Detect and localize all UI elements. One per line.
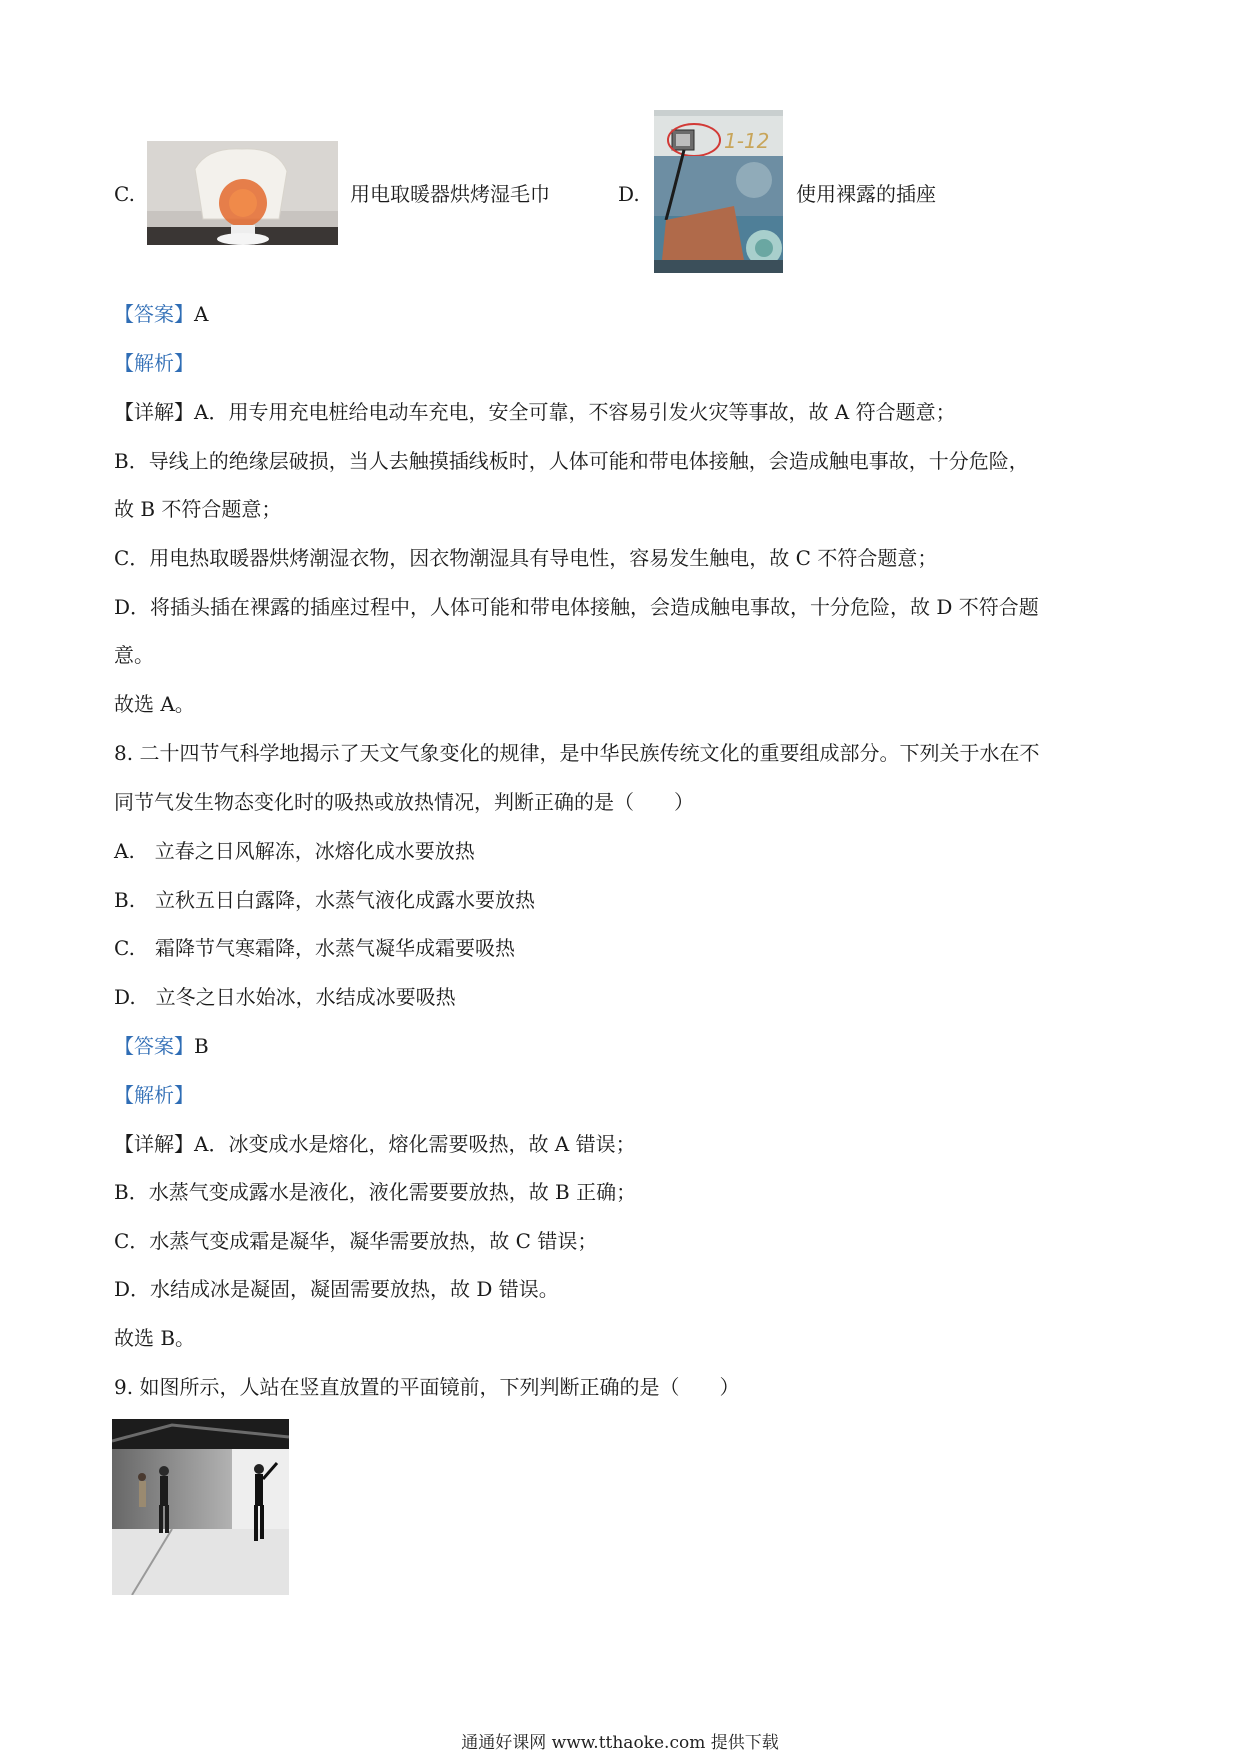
detail-line-6: 意。 xyxy=(114,643,154,667)
exposed-socket-image xyxy=(654,110,783,273)
q8-analysis-line xyxy=(114,1081,194,1109)
answer-value: A xyxy=(194,302,209,326)
q8-detail-line-2: B．水蒸气变成露水是液化，液化需要要放热，故 B 正确； xyxy=(114,1180,637,1204)
q8-answer-value: B xyxy=(194,1034,209,1058)
q8-stem-line-1: 8. 二十四节气科学地揭示了天文气象变化的规律，是中华民族传统文化的重要组成部分。下列关于水在不 xyxy=(114,741,1040,765)
detail-text: A．用专用充电桩给电动车充电，安全可靠，不容易引发火灾等事故，故 A 符合题意； xyxy=(194,400,956,424)
detail-tag: 【详解】 xyxy=(114,400,194,424)
q8-stem-line-2: 同节气发生物态变化时的吸热或放热情况，判断正确的是（ ） xyxy=(114,790,694,814)
q8-option-b: B. 立秋五日白露降，水蒸气液化成露水要放热 xyxy=(114,888,536,912)
q8-detail-line-4: D．水结成冰是凝固，凝固需要放热，故 D 错误。 xyxy=(114,1277,559,1301)
q8-detail-line-3: C．水蒸气变成霜是凝华，凝华需要放热，故 C 错误； xyxy=(114,1229,598,1253)
detail-line-4: C．用电热取暖器烘烤潮湿衣物，因衣物潮湿具有导电性，容易发生触电，故 C 不符合题意； xyxy=(114,546,938,570)
q8-detail-line-1 xyxy=(114,1130,636,1158)
answer-tag: 【答案】 xyxy=(114,302,194,326)
option-c-text: 用电取暖器烘烤湿毛巾 xyxy=(350,182,550,206)
q8-analysis-tag: 【解析】 xyxy=(114,1083,194,1107)
option-d-label: D. xyxy=(618,182,640,206)
q8-detail-tag: 【详解】 xyxy=(114,1132,194,1156)
detail-line-1 xyxy=(114,398,956,426)
svg-text:1-12: 1-12 xyxy=(724,129,770,153)
page-footer: 通通好课网 www.tthaoke.com 提供下载 xyxy=(461,1733,779,1753)
detail-line-5: D．将插头插在裸露的插座过程中，人体可能和带电体接触，会造成触电事故，十分危险，故 D 不符合题 xyxy=(114,595,1039,619)
detail-line-2: B．导线上的绝缘层破损，当人去触摸插线板时，人体可能和带电体接触，会造成触电事故，十分危险， xyxy=(114,449,1029,473)
q8-option-c: C. 霜降节气寒霜降，水蒸气凝华成霜要吸热 xyxy=(114,936,515,960)
option-d-text: 使用裸露的插座 xyxy=(796,182,936,206)
mirror-dance-image xyxy=(112,1419,289,1595)
answer-line xyxy=(114,300,208,328)
q8-answer-tag: 【答案】 xyxy=(114,1034,194,1058)
conclusion-line: 故选 A。 xyxy=(114,692,195,716)
heater-towel-image xyxy=(147,141,338,245)
q8-option-a: A. 立春之日风解冻，冰熔化成水要放热 xyxy=(114,839,475,863)
analysis-line xyxy=(114,349,194,377)
q8-detail-text: A．冰变成水是熔化，熔化需要吸热，故 A 错误； xyxy=(194,1132,636,1156)
q8-option-d: D. 立冬之日水始冰，水结成冰要吸热 xyxy=(114,985,456,1009)
q8-conclusion-line: 故选 B。 xyxy=(114,1326,196,1350)
q8-answer-line xyxy=(114,1032,209,1060)
q9-stem-line: 9. 如图所示，人站在竖直放置的平面镜前，下列判断正确的是（ ） xyxy=(114,1375,740,1399)
detail-line-3: 故 B 不符合题意； xyxy=(114,497,282,521)
option-c-label: C. xyxy=(114,182,135,206)
analysis-tag: 【解析】 xyxy=(114,351,194,375)
